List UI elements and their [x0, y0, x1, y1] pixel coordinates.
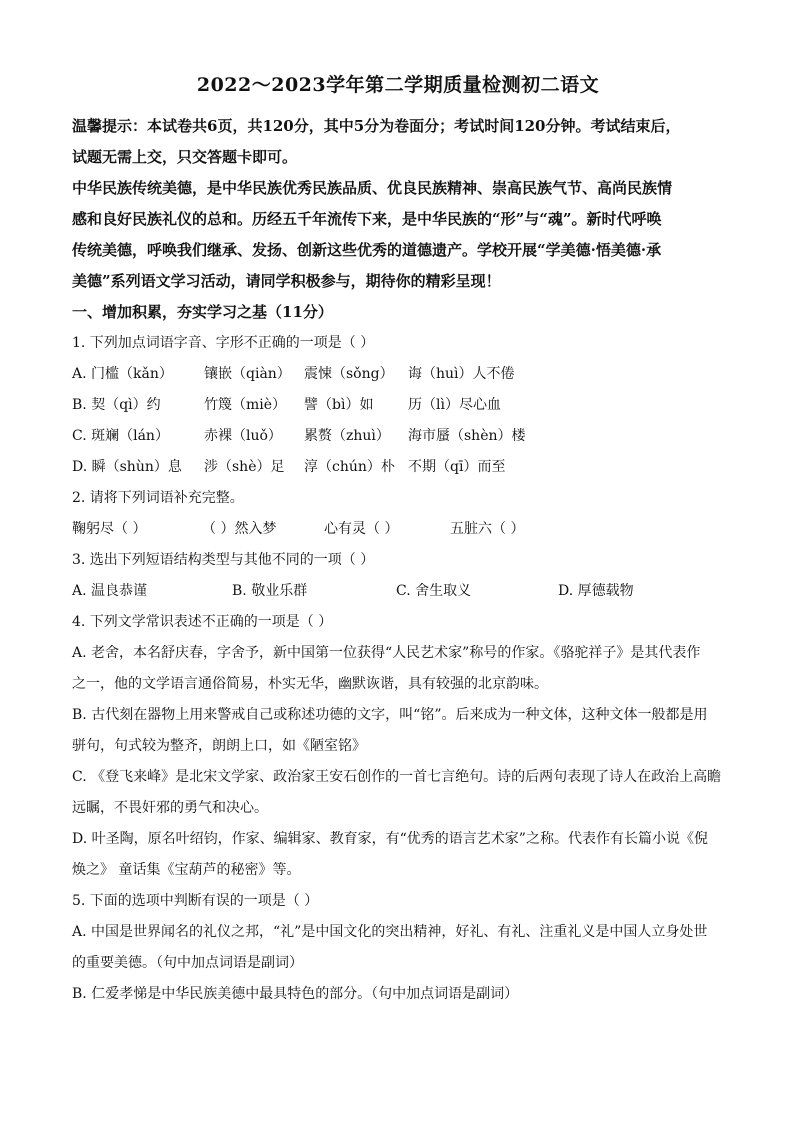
question-4-line: 焕之》 童话集《宝葫芦的秘密》等。 [72, 862, 301, 878]
notice-line-1: 温馨提示：本试卷共6页，共120分，其中5分为卷面分；考试时间120分钟。考试结束后， [72, 117, 681, 135]
option-cell: 涉（shè）足 [204, 459, 285, 475]
blank-item: 五脏六（ ） [450, 521, 525, 537]
option-cell: C. 斑斓（lán） [72, 428, 169, 444]
question-5-stem: 5. 下面的选项中判断有误的一项是（ ） [72, 893, 319, 909]
option-cell: 赤裸（luǒ） [204, 428, 282, 444]
question-2-items [72, 514, 724, 545]
question-4-line: 骈句，句式较为整齐，朗朗上口，如《陋室铭》 [72, 738, 366, 754]
question-4-line: C. 《登飞来峰》是北宋文学家、政治家王安石创作的一首七言绝句。诗的后两句表现了诗人在政治上高瞻 [72, 769, 722, 785]
question-5-line: A. 中国是世界闻名的礼仪之邦，“礼”是中国文化的突出精神，好礼、有礼、注重礼义是中国人立身处世 [72, 924, 708, 940]
option-c: C. 舍生取义 [396, 583, 472, 599]
question-4-line: 之一，他的文学语言通俗简易，朴实无华，幽默诙谐，具有较强的北京韵味。 [72, 676, 548, 692]
question-1-option-c [72, 421, 724, 452]
intro-line-1: 中华民族传统美德，是中华民族优秀民族品质、优良民族精神、崇高民族气节、高尚民族情 [72, 179, 673, 197]
option-cell: D. 瞬（shùn）息 [72, 459, 182, 475]
option-cell: 镶嵌（qiàn） [204, 366, 291, 382]
question-5-line: B. 仁爱孝悌是中华民族美德中最具特色的部分。（句中加点词语是副词） [72, 986, 519, 1002]
option-cell: 淳（chún）朴 [304, 459, 395, 475]
question-3-stem: 3. 选出下列短语结构类型与其他不同的一项（ ） [72, 552, 375, 568]
section-heading: 一、增加积累，夯实学习之基（11分） [72, 303, 333, 321]
option-cell: 不期（qī）而至 [408, 459, 506, 475]
option-cell: A. 门槛（kǎn） [72, 366, 173, 382]
option-cell: 累赘（zhuì） [304, 428, 390, 444]
question-4-line: 远瞩，不畏奸邪的勇气和决心。 [72, 800, 268, 816]
question-1-option-d [72, 452, 724, 483]
option-a: A. 温良恭谨 [72, 583, 148, 599]
option-cell: B. 契（qì）约 [72, 397, 161, 413]
blank-item: （ ）然入梦 [202, 521, 277, 537]
option-cell: 竹篾（miè） [204, 397, 287, 413]
blank-item: 鞠躬尽（ ） [72, 521, 147, 537]
question-3-options [72, 576, 724, 607]
question-1-stem: 1. 下列加点词语字音、字形不正确的一项是（ ） [72, 335, 375, 351]
question-1-option-a [72, 359, 724, 390]
blank-item: 心有灵（ ） [324, 521, 399, 537]
option-cell: 譬（bì）如 [304, 397, 374, 413]
question-4-line: A. 老舍，本名舒庆春，字舍予，新中国第一位获得“人民艺术家”称号的作家。《骆驼祥子》是其代表作 [72, 645, 701, 661]
option-cell: 诲（huì）人不倦 [408, 366, 515, 382]
question-1-option-b [72, 390, 724, 421]
question-4-line: D. 叶圣陶，原名叶绍钧，作家、编辑家、教育家，有“优秀的语言艺术家”之称。代表作有长篇小说《倪 [72, 831, 708, 847]
intro-line-2: 感和良好民族礼仪的总和。历经五千年流传下来，是中华民族的“形”与“魂”。新时代呼唤 [72, 210, 662, 228]
page-title: 2022～2023学年第二学期质量检测初二语文 [196, 74, 600, 96]
exam-page [72, 70, 724, 1010]
option-cell: 历（lì）尽心血 [408, 397, 501, 413]
option-cell: 海市蜃（shèn）楼 [408, 428, 526, 444]
intro-line-4: 美德”系列语文学习活动，请同学积极参与，期待你的精彩呈现！ [72, 272, 501, 290]
option-d: D. 厚德载物 [558, 583, 634, 599]
option-b: B. 敬业乐群 [232, 583, 308, 599]
question-2-stem: 2. 请将下列词语补充完整。 [72, 490, 244, 506]
question-4-stem: 4. 下列文学常识表述不正确的一项是（ ） [72, 614, 333, 630]
intro-line-3: 传统美德，呼唤我们继承、发扬、创新这些优秀的道德遗产。学校开展“学美德·悟美德·承 [72, 241, 662, 259]
question-4-line: B. 古代刻在器物上用来警戒自己或称述功德的文字，叫“铭”。后来成为一种文体，这种文体一般都是用 [72, 707, 708, 723]
question-5-line: 的重要美德。（句中加点词语是副词） [72, 955, 303, 971]
option-cell: 震悚（sǒng） [304, 366, 394, 382]
notice-line-2: 试题无需上交，只交答题卡即可。 [72, 148, 298, 166]
